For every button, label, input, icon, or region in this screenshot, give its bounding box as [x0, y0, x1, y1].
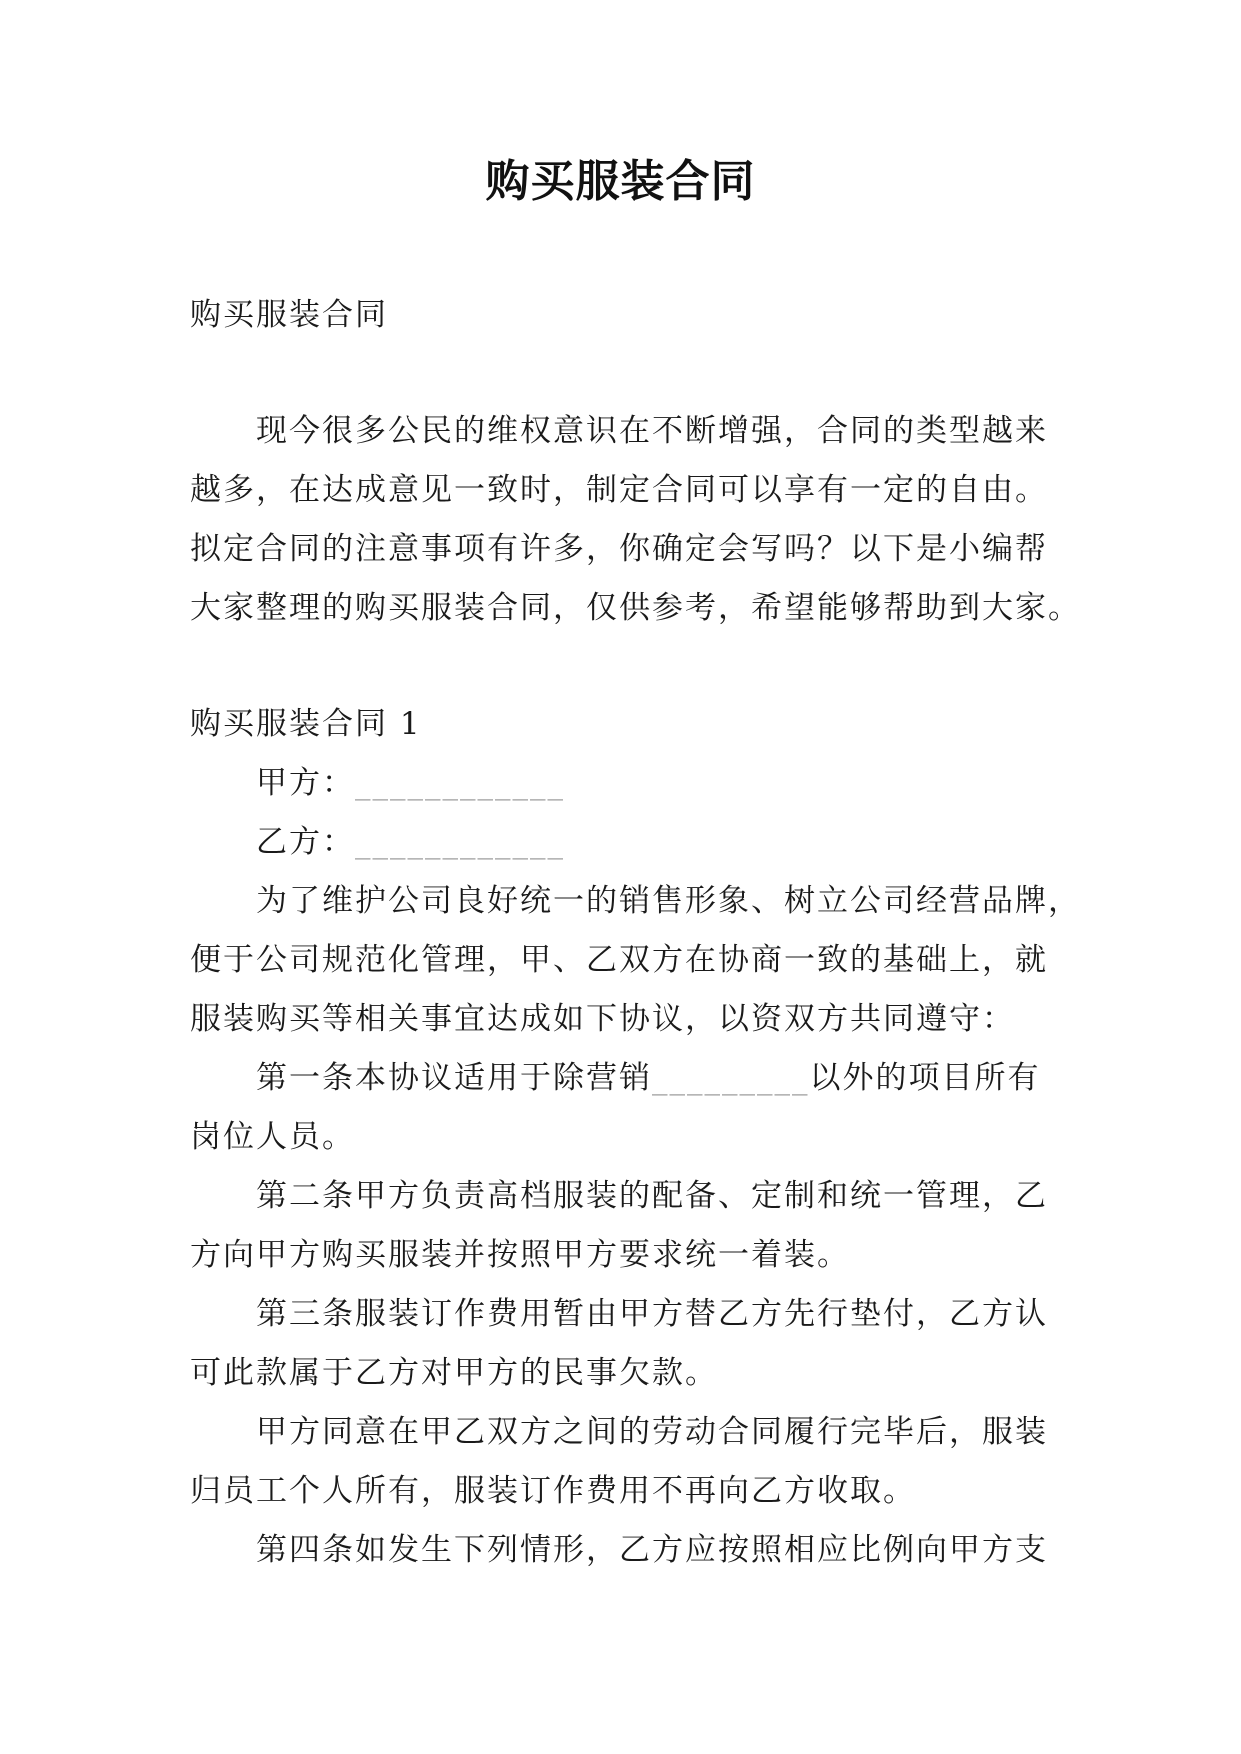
party-b-label: 乙方： [256, 824, 355, 860]
subheading: 购买服装合同 [190, 297, 388, 333]
document-body [190, 286, 1081, 1580]
article-3-line: 可此款属于乙方对甲方的民事欠款。 [190, 1355, 718, 1391]
ownership-line: 甲方同意在甲乙双方之间的劳动合同履行完毕后，服装 [256, 1414, 1048, 1450]
party-a-blank: ____________ [355, 765, 565, 801]
article-3 [190, 1285, 1050, 1403]
article-2-line: 第二条甲方负责高档服装的配备、定制和统一管理，乙 [256, 1178, 1048, 1214]
ownership-paragraph [190, 1403, 1050, 1521]
intro-paragraph [190, 402, 1081, 638]
party-a-row [190, 754, 1050, 813]
intro-line: 越多，在达成意见一致时，制定合同可以享有一定的自由。 [190, 472, 1048, 508]
article-2 [190, 1167, 1050, 1285]
intro-line: 大家整理的购买服装合同，仅供参考，希望能够帮助到大家。 [190, 590, 1081, 626]
article-4 [190, 1521, 1050, 1580]
article-1-text-end: 以外的项目所有 [809, 1060, 1041, 1096]
article-1-text: 第一条本协议适用于除营销 [256, 1060, 652, 1096]
purpose-paragraph [190, 872, 1081, 1049]
article-1-continuation: 岗位人员。 [190, 1119, 355, 1155]
contract-1-heading: 购买服装合同 1 [190, 706, 422, 742]
purpose-line: 服装购买等相关事宜达成如下协议，以资双方共同遵守： [190, 1001, 1015, 1037]
intro-line: 现今很多公民的维权意识在不断增强，合同的类型越来 [256, 413, 1048, 449]
article-1 [190, 1049, 1050, 1167]
article-2-line: 方向甲方购买服装并按照甲方要求统一着装。 [190, 1237, 850, 1273]
party-b-row [190, 813, 1050, 872]
article-1-blank: _________ [652, 1060, 810, 1096]
ownership-line: 归员工个人所有，服装订作费用不再向乙方收取。 [190, 1473, 916, 1509]
purpose-line: 为了维护公司良好统一的销售形象、树立公司经营品牌， [256, 883, 1081, 919]
article-4-line: 第四条如发生下列情形，乙方应按照相应比例向甲方支 [256, 1532, 1048, 1568]
article-1-line [190, 1049, 1050, 1108]
party-a-label: 甲方： [256, 765, 355, 801]
purpose-line: 便于公司规范化管理，甲、乙双方在协商一致的基础上，就 [190, 942, 1048, 978]
document-title: 购买服装合同 [485, 156, 756, 207]
article-3-line: 第三条服装订作费用暂由甲方替乙方先行垫付，乙方认 [256, 1296, 1048, 1332]
party-b-blank: ____________ [355, 824, 565, 860]
intro-line: 拟定合同的注意事项有许多，你确定会写吗？以下是小编帮 [190, 531, 1048, 567]
